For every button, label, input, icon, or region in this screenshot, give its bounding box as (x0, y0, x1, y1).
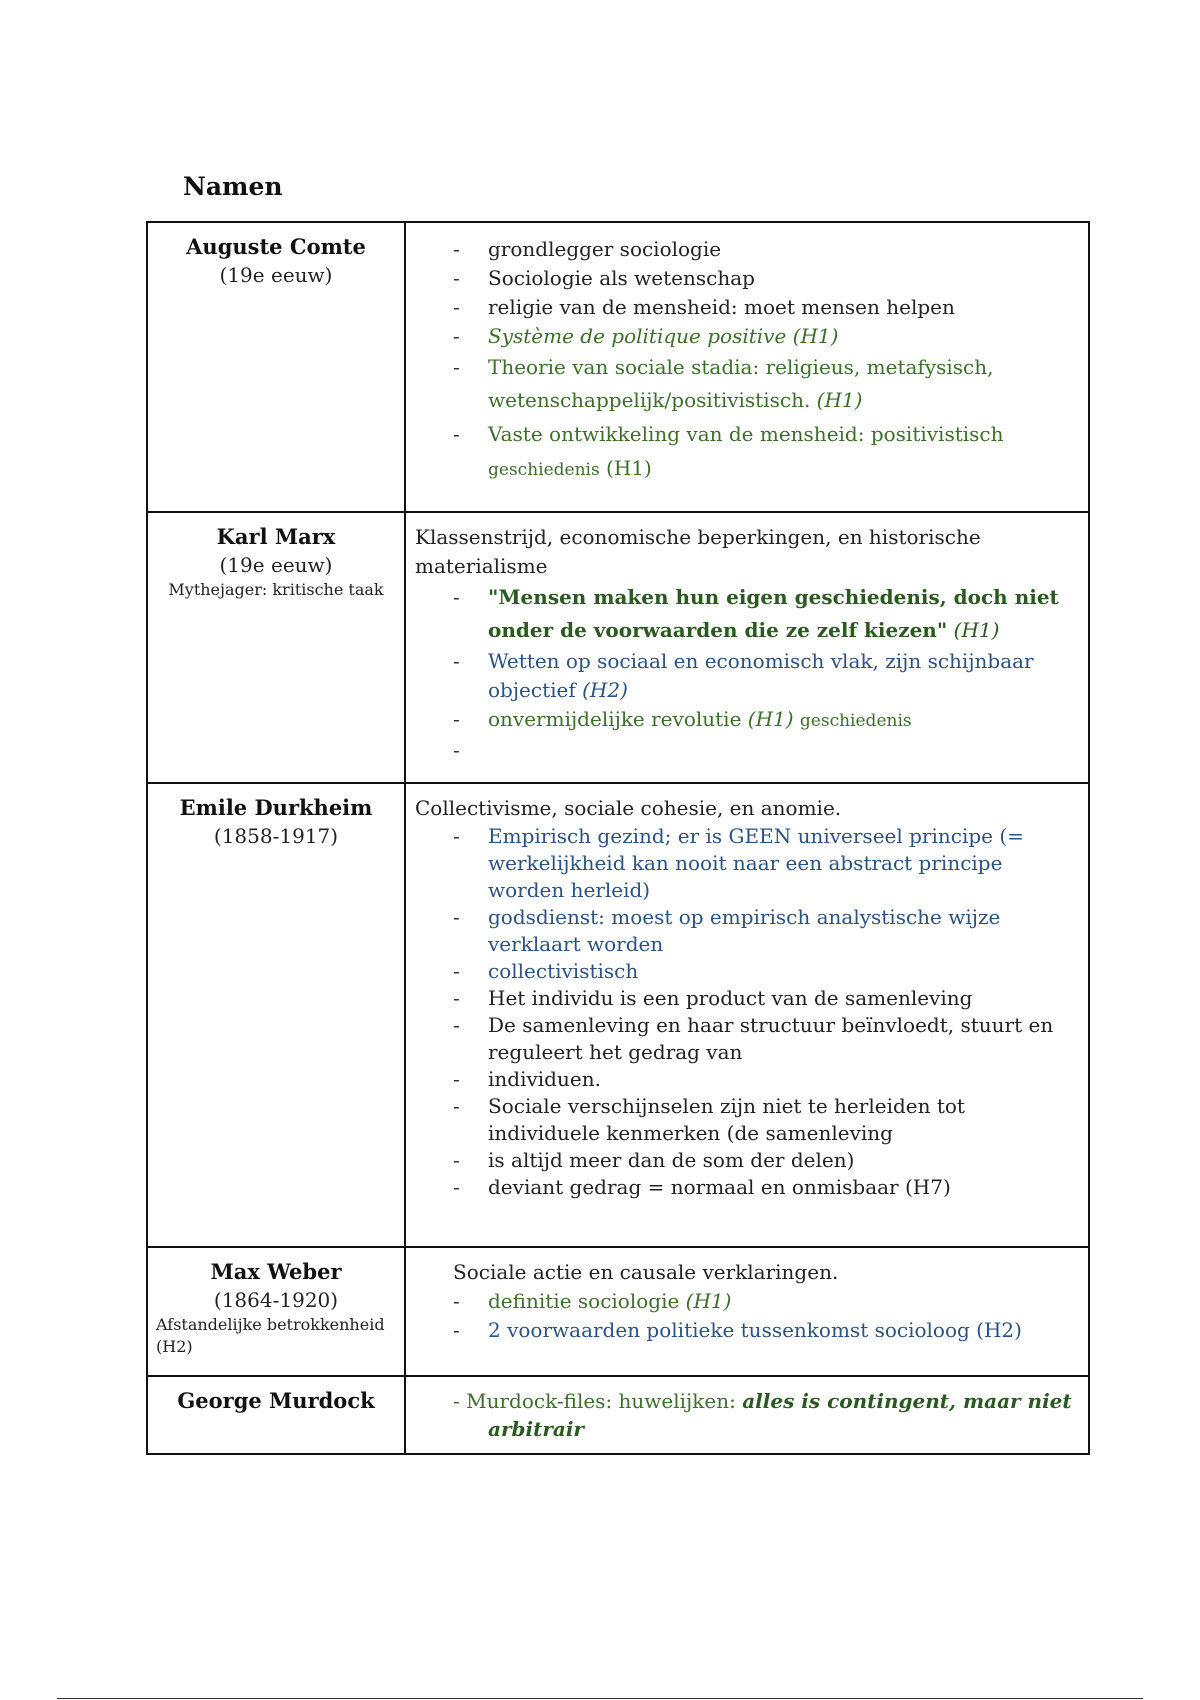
chapter-tag: (H1) (747, 707, 794, 731)
item-text: Theorie van sociale stadia: religieus, metafysisch, (488, 355, 994, 379)
item-text: wetenschappelijk/positivistisch. (488, 388, 811, 412)
content-cell (405, 783, 1089, 1247)
list-item: - godsdienst: moest op empirisch analystische wijze verklaart worden (453, 904, 1080, 958)
table-row-murdock (147, 1376, 1089, 1454)
list-item: - Système de politique positive (H1) (453, 322, 1080, 351)
item-small-text: geschiedenis (799, 711, 912, 731)
person-name: George Murdock (177, 1388, 375, 1413)
murdock-emphasis: alles is contingent, maar niet (742, 1389, 1072, 1413)
list-item: - Het individu is een product van de samenleving (453, 985, 1080, 1012)
item-text: onvermijdelijke revolutie (488, 707, 742, 731)
item-small-text: geschiedenis (488, 460, 600, 480)
list-item (453, 1287, 1080, 1316)
name-cell (147, 783, 405, 1247)
names-table (146, 221, 1090, 1455)
row-intro: Collectivisme, sociale cohesie, en anomie. (415, 796, 842, 820)
list-item: - Sociale verschijnselen zijn niet te herleiden tot individuele kenmerken (de samenleving (453, 1093, 1080, 1147)
item-text: Wetten op sociaal en economisch vlak, zijn schijnbaar objectief (488, 649, 1034, 702)
row-intro: Sociale actie en causale verklaringen. (453, 1260, 839, 1284)
list-item: - is altijd meer dan de som der delen) (453, 1147, 1080, 1174)
content-cell (405, 222, 1089, 512)
page-title: Namen (183, 172, 283, 201)
person-name: Max Weber (210, 1259, 342, 1284)
list-item (453, 417, 1080, 487)
table-row-comte (147, 222, 1089, 512)
name-cell (147, 1376, 405, 1454)
list-item: - De samenleving en haar structuur beïnvloedt, stuurt en reguleert het gedrag van (453, 1012, 1080, 1066)
name-cell (147, 512, 405, 783)
list-item: - Sociologie als wetenschap (453, 264, 1080, 293)
quote-text: "Mensen maken hun eigen geschiedenis, doch niet onder de voorwaarden die ze zelf kiezen" (488, 585, 1059, 642)
list-item: - deviant gedrag = normaal en onmisbaar (H7) (453, 1174, 1080, 1201)
person-name: Karl Marx (216, 524, 336, 549)
chapter-tag: (H1) (606, 456, 652, 480)
list-item: - Empirisch gezind; er is GEEN universeel principe (= werkelijkheid kan nooit naar een abstract principe worden herleid) (453, 823, 1080, 904)
person-period: (19e eeuw) (219, 553, 333, 577)
person-period: (1864-1920) (213, 1288, 339, 1312)
list-item (453, 647, 1080, 705)
person-note: Afstandelijke betrokkenheid (H2) (156, 1315, 385, 1356)
name-cell (147, 1247, 405, 1376)
chapter-tag: (H1) (816, 388, 863, 412)
content-cell (405, 1376, 1089, 1454)
list-item: - collectivistisch (453, 958, 1080, 985)
content-cell (405, 1247, 1089, 1376)
item-text: definitie sociologie (488, 1289, 680, 1313)
list-item (453, 351, 1080, 417)
content-cell (405, 512, 1089, 783)
list-item (453, 581, 1080, 647)
person-note: Mythejager: kritische taak (168, 580, 384, 599)
person-period: (1858-1917) (213, 824, 339, 848)
person-period: (19e eeuw) (219, 263, 333, 287)
person-name: Auguste Comte (186, 234, 366, 259)
murdock-text (415, 1387, 1080, 1443)
list-item: - 2 voorwaarden politieke tussenkomst socioloog (H2) (453, 1316, 1080, 1345)
item-text: Vaste ontwikkeling van de mensheid: positivistisch (488, 422, 1004, 446)
list-item (453, 705, 1080, 736)
chapter-tag: (H1) (685, 1289, 732, 1313)
murdock-prefix: - Murdock-files: huwelijken: (453, 1389, 743, 1413)
list-item: - grondlegger sociologie (453, 235, 1080, 264)
table-row-weber (147, 1247, 1089, 1376)
row-intro: Klassenstrijd, economische beperkingen, en historische materialisme (415, 525, 981, 578)
list-item: - religie van de mensheid: moet mensen helpen (453, 293, 1080, 322)
chapter-tag: (H2) (582, 678, 628, 702)
person-name: Emile Durkheim (179, 795, 373, 820)
table-row-durkheim (147, 783, 1089, 1247)
list-item: - individuen. (453, 1066, 1080, 1093)
page-divider (57, 1698, 1143, 1699)
murdock-emphasis-continued: arbitrair (488, 1417, 584, 1441)
name-cell (147, 222, 405, 512)
chapter-tag: (H1) (953, 618, 1000, 642)
table-row-marx (147, 512, 1089, 783)
